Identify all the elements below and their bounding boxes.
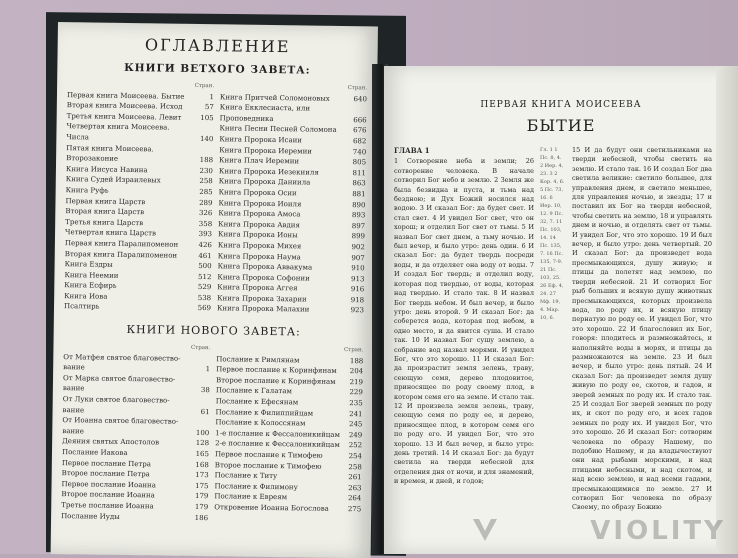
entry-page-number: 188: [200, 155, 214, 166]
entry-page-number: 426: [198, 240, 212, 251]
page-column-label: Стран.: [67, 79, 214, 92]
entry-page-number: 254: [349, 451, 363, 462]
entry-page-number: 902: [351, 242, 365, 253]
entry-page-number: 219: [350, 377, 364, 388]
entry-page-number: 264: [348, 493, 362, 504]
watermark-text: VIOLITY: [590, 516, 726, 546]
entry-page-number: 289: [199, 198, 213, 209]
entry-page-number: 913: [351, 274, 365, 285]
entry-page-number: 105: [200, 113, 214, 124]
entry-title: Послание к Галатам: [216, 386, 292, 398]
entry-title: Послание Иакова: [62, 447, 128, 459]
book-title: БЫТИЕ: [384, 116, 738, 135]
entry-page-number: 811: [352, 168, 366, 179]
entry-title: вание: [63, 384, 85, 395]
entry-title: Книга Есфирь: [64, 280, 116, 291]
entry-page-number: 881: [352, 189, 366, 200]
contents-entry: [64, 302, 211, 315]
entry-title: Книга Пророка Аввакума: [218, 261, 313, 273]
entry-page-number: 128: [196, 438, 210, 449]
entry-title: Книга Песни Песней Соломона: [219, 124, 336, 136]
entry-page-number: 805: [353, 157, 367, 168]
entry-page-number: 529: [198, 282, 212, 293]
entry-title: Книга Пророка Аггея: [217, 283, 297, 295]
entry-title: Книга Пророка Михея: [218, 240, 302, 252]
entry-page-number: 676: [353, 126, 367, 137]
entry-title: Книга Пророка Малахии: [217, 304, 309, 316]
entry-page-number: 140: [200, 134, 214, 145]
contents-entry: [63, 373, 210, 386]
old-testament-heading: КНИГИ ВЕТХОГО ЗАВЕТА:: [57, 61, 377, 77]
entry-title: Вторая книга Царств: [65, 206, 144, 218]
entry-page-number: 258: [348, 462, 362, 473]
entry-title: Книга Пророка Иеремии: [219, 145, 312, 157]
entry-title: Третья книга Моисеева. Левит: [67, 111, 182, 123]
margin-references: Гл. 1 1 Пс. 8, 4. 2 Иер. 4, 23. 3 2 Кор. 4, 6. 5 Пс. 73, 16. 6 Иер. 10, 12. 9 Пс. 32, 7. 11 Пс. 103, 14. 14 Пс. 135, 7. 16 Пс. 135, 7-9. 21 Пс. 103, 25. 26 Еф. 4, 24. 27 Мф. 19, 4. Мар. 10, 6.: [540, 146, 566, 544]
running-head: ПЕРВАЯ КНИГА МОИСЕЕВА: [384, 100, 738, 110]
entry-title: вание: [63, 362, 85, 373]
entry-title: Послание к Евреям: [214, 492, 287, 504]
entry-title: Второе послание к Коринфянам: [216, 375, 336, 387]
contents-entry: [62, 415, 209, 428]
entry-title: Первая книга Паралипоменон: [65, 238, 178, 250]
entry-page-number: 916: [351, 284, 365, 295]
entry-title: Послание Иуды: [61, 511, 120, 522]
entry-page-number: 38: [201, 385, 210, 396]
entry-title: Пятая книга Моисеева.: [66, 143, 154, 155]
entry-title: Числа: [66, 132, 89, 143]
entry-title: Проповедника: [220, 113, 274, 124]
entry-title: Книга Пророка Авдия: [218, 219, 300, 231]
entry-title: Послание к Колоссянам: [215, 417, 305, 429]
entry-page-number: 358: [199, 219, 213, 230]
contents-entry: [63, 352, 210, 365]
entry-title: Первое послание Иоанна: [61, 479, 156, 491]
entry-page-number: 241: [349, 409, 363, 420]
page-column-label: Стран.: [63, 341, 210, 354]
entry-page-number: 538: [198, 293, 212, 304]
entry-title: Второзаконие: [66, 153, 118, 164]
entry-page-number: 263: [348, 483, 362, 494]
entry-page-number: 249: [349, 430, 363, 441]
entry-page-number: 1: [206, 364, 211, 375]
right-page-genesis: [384, 66, 738, 554]
entry-page-number: 740: [353, 147, 367, 158]
entry-title: Книга Руфь: [66, 185, 109, 196]
column-1-text: 1 Сотворение неба и земли; 26 сотворение человека. В начале сотворил Бог небо и землю. 2 Земля же была безвидна и пуста, и тьма над бездною; и Дух Божий носился над водою. 3 И сказал Бог: да будет свет. И стал свет. 4 И увидел Бог свет, что он хорош; и отделил Бог свет от тьмы. 5 И назвал Бог свет днем, а тьму ночью. И был вечер, и было утро: день один. 6 И сказал Бог: да будет твердь посреди воды, и да отделяет она воду от воды. 7 И создал Бог твердь; и отделил воду, которая под твердью, от воды, которая над твердью. И стало так. 8 И назвал Бог твердь небом. И был вечер, и было утро: день второй. 9 И сказал Бог: да соберется вода, которая под небом, в одно место, и да явится суша. И стало так. 10 И назвал Бог сушу землею, а собрание вод назвал морями. И увидел Бог, что это хорошо. 11 И сказал Бог: да произрастит земля зелень, траву, сеющую семя, дерево плодовитое, приносящее по роду своему плод, в котором семя его на земле. И стало так. 12 И произвела земля зелень, траву, сеющую семя по роду ее, и дерево, приносящее плод, в котором семя его по роду его. И увидел Бог, что это хорошо. 13 И был вечер, и было утро: день третий. 14 И сказал Бог: да будут светила на тверди небесной для отделения дня от ночи, и для знамений, и времен, и дней, и годов;: [394, 157, 534, 486]
entry-title: Книга Пророка Осии: [219, 187, 297, 199]
entry-title: Второе послание к Тимофею: [215, 460, 322, 472]
entry-title: Книга Судей Израилевых: [66, 174, 161, 186]
entry-page-number: 57: [205, 102, 214, 113]
entry-page-number: 186: [195, 513, 209, 524]
nt-column-1: [61, 341, 211, 523]
left-page-contents: [51, 22, 378, 558]
entry-title: Второе послание Иоанна: [61, 489, 155, 501]
entry-page-number: 890: [352, 200, 366, 211]
contents-entry: [217, 304, 364, 317]
contents-entry: [214, 502, 361, 515]
entry-page-number: 326: [199, 208, 213, 219]
entry-title: Вторая книга Паралипоменон: [65, 249, 177, 261]
entry-page-number: 682: [353, 136, 367, 147]
entry-title: Послание к Титу: [215, 470, 278, 481]
entry-page-number: 907: [351, 253, 365, 264]
nt-column-2: [214, 343, 364, 525]
entry-title: Первая книга Моисеева. Бытие: [67, 90, 185, 102]
contents-entry: [61, 511, 208, 524]
entry-page-number: 569: [198, 303, 212, 314]
entry-page-number: 666: [353, 115, 367, 126]
entry-page-number: 245: [349, 419, 363, 430]
entry-title: От Иоанна святое благовество-: [62, 415, 178, 427]
entry-page-number: 863: [352, 178, 366, 189]
entry-page-number: 461: [198, 250, 212, 261]
entry-title: Третья книга Царств: [65, 217, 143, 229]
entry-page-number: 168: [195, 460, 209, 471]
entry-page-number: 512: [198, 272, 212, 283]
entry-page-number: 179: [195, 491, 209, 502]
entry-page-number: 230: [199, 166, 213, 177]
entry-title: вание: [63, 405, 85, 416]
entry-title: Книга Пророка Иезекииля: [219, 166, 319, 178]
entry-title: Книга Притчей Соломоновых: [220, 92, 330, 104]
entry-page-number: 175: [195, 481, 209, 492]
entry-page-number: 165: [196, 449, 210, 460]
new-testament-heading: КНИГИ НОВОГО ЗАВЕТА:: [54, 322, 374, 339]
contents-title: ОГЛАВЛЕНИЕ: [58, 34, 378, 57]
page-column-label: Стран.: [216, 343, 363, 356]
entry-page-number: 285: [199, 187, 213, 198]
entry-title: Первое послание к Тимофею: [215, 449, 323, 461]
entry-title: Книга Пророка Даниила: [219, 177, 311, 189]
entry-title: От Марка святое благовество-: [63, 373, 175, 385]
entry-page-number: 229: [349, 388, 363, 399]
entry-page-number: 188: [350, 356, 364, 367]
entry-title: 1-е послание к Фессалоникийцам: [215, 428, 340, 440]
entry-title: Четвертая книга Царств: [65, 227, 156, 239]
entry-title: Книга Пророка Наума: [218, 251, 301, 263]
entry-title: Псалтирь: [64, 302, 100, 313]
entry-page-number: 640: [354, 94, 368, 105]
chapter-heading: ГЛАВА 1: [394, 146, 534, 155]
entry-title: Книга Иисуса Навина: [66, 164, 148, 176]
watermark-logo-icon: [470, 514, 500, 544]
entry-page-number: 910: [351, 263, 365, 274]
entry-title: 2-е послание к Фессалоникийцам: [215, 439, 340, 451]
text-column-1: [394, 146, 534, 544]
ot-column-2: [217, 81, 367, 316]
entry-title: Откровение Иоанна Богослова: [214, 502, 329, 514]
entry-page-number: 899: [352, 231, 366, 242]
entry-title: Книга Екклесиаста, или: [220, 102, 310, 114]
entry-title: Книга Пророка Амоса: [218, 208, 300, 220]
old-testament-list: [54, 79, 377, 317]
new-testament-list: [51, 341, 373, 526]
entry-title: Книга Пророка Иоиля: [218, 198, 301, 210]
entry-page-number: 275: [348, 504, 362, 515]
entry-page-number: 204: [350, 366, 364, 377]
entry-title: Послание к Ефесянам: [216, 396, 299, 408]
entry-page-number: 179: [195, 502, 209, 513]
entry-title: Послание к Филиппийцам: [215, 407, 313, 419]
entry-page-number: 893: [352, 210, 366, 221]
entry-page-number: 258: [199, 176, 213, 187]
entry-page-number: 61: [201, 407, 210, 418]
entry-title: Послание к Филимону: [214, 481, 297, 493]
entry-title: Первое послание к Коринфянам: [216, 364, 337, 376]
ot-column-1: [64, 79, 214, 314]
entry-title: Книга Пророка Софонии: [217, 272, 309, 284]
entry-title: вание: [62, 426, 84, 437]
entry-title: Книга Пророка Захарии: [217, 293, 307, 305]
page-column-label: Стран.: [220, 81, 367, 94]
entry-page-number: 252: [349, 441, 363, 452]
entry-title: Вторая книга Моисеева. Исход: [67, 100, 183, 112]
next-page-edge: [716, 66, 738, 554]
entry-title: От Луки святое благовество-: [63, 394, 170, 406]
entry-page-number: 235: [349, 398, 363, 409]
entry-title: Второе послание Петра: [62, 468, 150, 480]
entry-title: Книга Плач Иеремии: [219, 155, 299, 167]
text-column-2: 15 И да будут они светильниками на тверди небесной, чтобы светить на землю. И стало так. 16 И создал Бог два светила великие: светило большее, для управления днем, и светило меньшее, для управления ночью, и звезды; 17 и поставил их Бог на тверди небесной, чтобы светить на землю, 18 и управлять днем и ночью, и отделять свет от тьмы. И увидел Бог, что это хорошо. 19 И был вечер, и было утро: день четвертый. 20 И сказал Бог: да произведет вода пресмыкающихся, душу живую; и птицы да полетят над землею, по тверди небесной. 21 И сотворил Бог рыб больших и всякую душу животных пресмыкающихся, которых произвела вода, по роду их, и всякую птицу пернатую по роду ее. И увидел Бог, что это хорошо. 22 И благословил их Бог, говоря: плодитесь и размножайтесь, и наполняйте воды в морях, и птицы да размножаются на земле. 23 И был вечер, и было утро: день пятый. 24 И сказал Бог: да произведет земля душу живую по роду ее, скотов, и гадов, и зверей земных по роду их. И стало так. 25 И создал Бог зверей земных по роду их, и скот по роду его, и всех гадов земных по роду их. И увидел Бог, что это хорошо. 26 И сказал Бог: сотворим человека по образу Нашему, по подобию Нашему, и да владычествуют они над рыбами морскими, и над птицами небесными, и над скотом, и над всею землею, и над всеми гадами, пресмыкающимися по земле. 27 И сотворил Бог человека по образу Своему, по образу Божию: [572, 146, 712, 544]
entry-page-number: 100: [196, 428, 210, 439]
entry-title: Книга Пророка Исаии: [219, 134, 302, 146]
entry-page-number: 918: [351, 295, 365, 306]
entry-title: Третье послание Иоанна: [61, 500, 154, 512]
entry-page-number: 897: [352, 221, 366, 232]
entry-page-number: 393: [199, 229, 213, 240]
entry-title: Четвертая книга Моисеева.: [66, 122, 169, 134]
entry-title: Первая книга Царств: [65, 196, 145, 208]
entry-title: Книга Неемии: [64, 270, 118, 281]
entry-title: От Матфея святое благовество-: [63, 352, 180, 364]
entry-page-number: 923: [351, 306, 365, 317]
entry-title: Первое послание Петра: [62, 458, 151, 470]
entry-title: Деяния святых Апостолов: [62, 437, 159, 449]
text-columns: [394, 146, 712, 544]
entry-page-number: 1: [209, 92, 214, 103]
entry-page-number: 173: [195, 470, 209, 481]
entry-title: Послание к Римлянам: [216, 354, 299, 366]
entry-page-number: 261: [348, 472, 362, 483]
entry-title: Книга Иова: [64, 291, 107, 302]
contents-entry: [63, 394, 210, 407]
entry-title: Книга Ездры: [65, 259, 113, 270]
entry-page-number: 500: [198, 261, 212, 272]
entry-title: Книга Пророка Ионы: [218, 230, 298, 242]
